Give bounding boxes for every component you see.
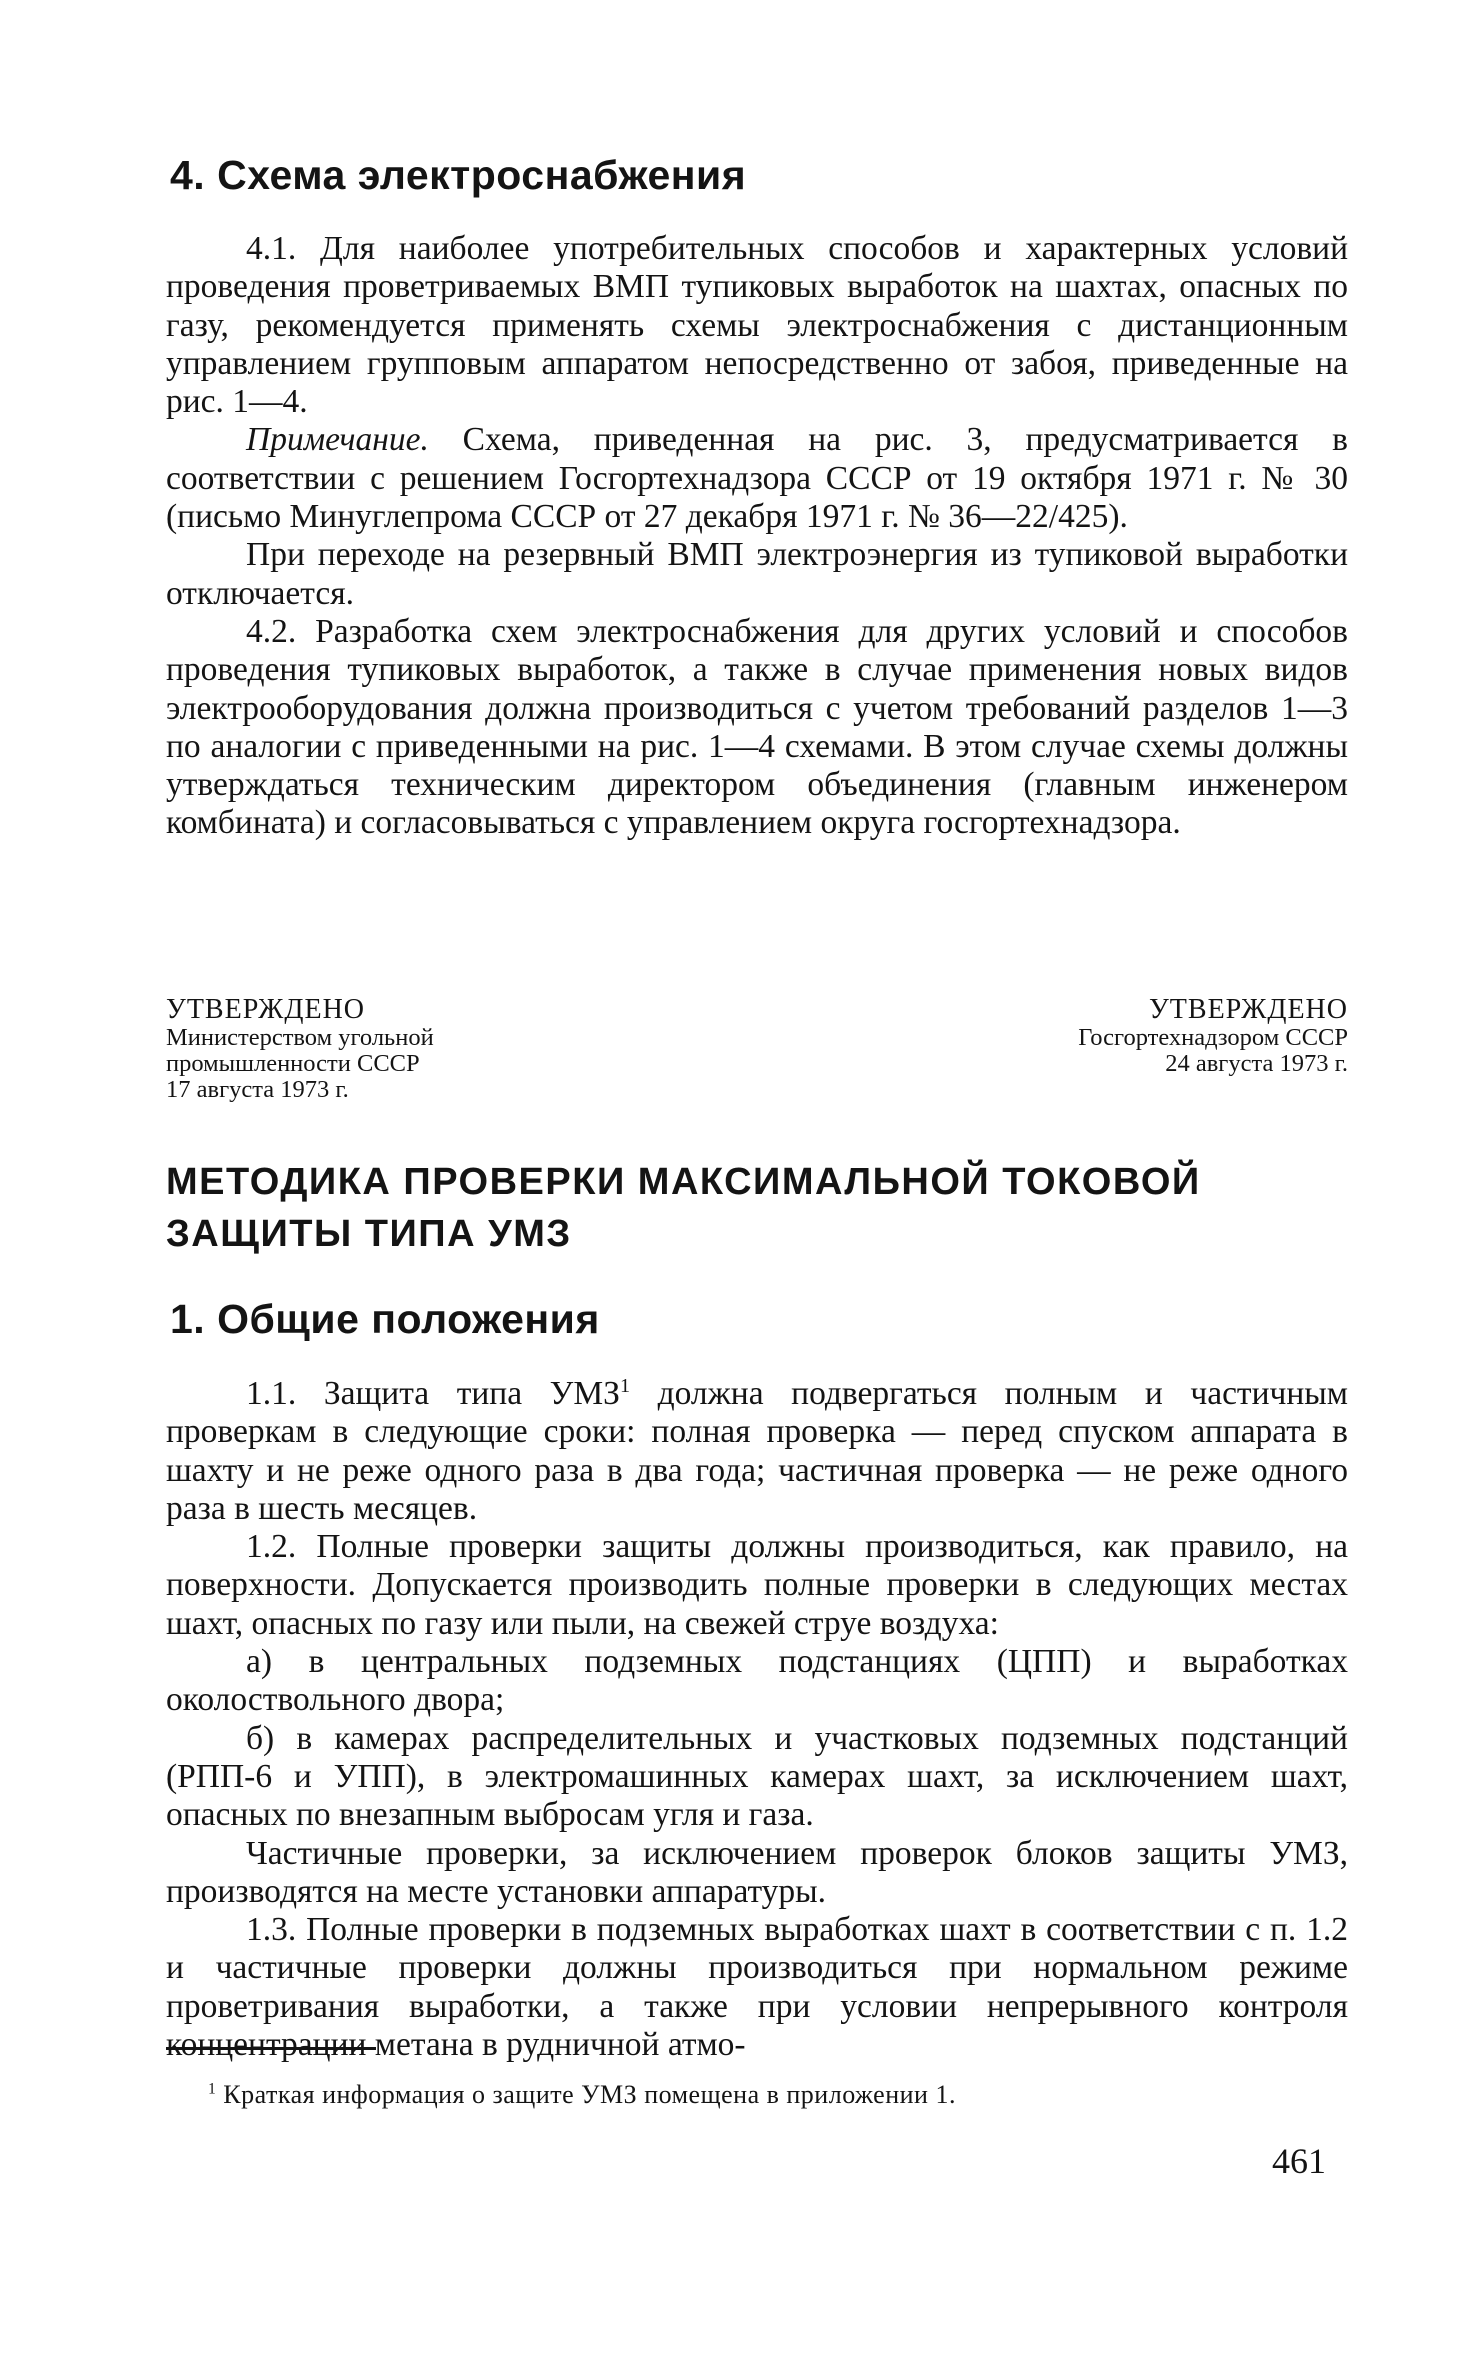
approval-block-ministry (166, 995, 434, 1103)
note-paragraph (166, 421, 1348, 536)
note-label: Примечание. (246, 421, 429, 459)
footnote (208, 2080, 956, 2110)
section-1-body (166, 1375, 1348, 2064)
approval-date: 24 августа 1973 г. (1165, 1050, 1348, 1077)
list-item-a: а) в центральных подземных подстанциях (ЦПП) и выработках околоствольного двора; (166, 1643, 1348, 1719)
document-title-line: ЗАЩИТЫ ТИПА УМЗ (166, 1213, 572, 1255)
section-4-heading: 4. Схема электроснабжения (170, 152, 747, 198)
section-1-heading: 1. Общие положения (170, 1296, 600, 1342)
footnote-divider (166, 2047, 376, 2050)
paragraph-reserve-fan: При переходе на резервный ВМП электроэнергия из тупиковой выработки отключается. (166, 536, 1348, 612)
paragraph-1-3: 1.3. Полные проверки в подземных выработках шахт в соответствии с п. 1.2 и частичные проверки должны производиться при нормальном режиме проветривания выработки, а также при условии непрерывного контроля концентрации метана в рудничной атмо- (166, 1911, 1348, 2064)
paragraph-1-2: 1.2. Полные проверки защиты должны производиться, как правило, на поверхности. Допускается производить полные проверки в следующих местах шахт, опасных по газу или пыли, на свежей струе воздуха: (166, 1528, 1348, 1642)
approval-date: 17 августа 1973 г. (166, 1076, 349, 1103)
footnote-ref: 1 (619, 1374, 630, 1397)
footnote-text: Краткая информация о защите УМЗ помещена в приложении 1. (216, 2080, 956, 2109)
approval-line: Министерством угольной (166, 1024, 434, 1051)
approval-heading: УТВЕРЖДЕНО (1148, 994, 1348, 1025)
paragraph-4-2: 4.2. Разработка схем электроснабжения для других условий и способов проведения тупиковых выработок, а также в случае применения новых видов электрооборудования должна производиться с учетом требований разделов 1—3 по аналогии с приведенными на рис. 1—4 схемами. В этом случае схемы должны утверждаться техническим директором объединения (главным инженером комбината) и согласовываться с управлением округа госгортехнадзора. (166, 612, 1348, 842)
paragraph-partial-checks: Частичные проверки, за исключением проверок блоков защиты УМЗ, производятся на месте установки аппаратуры. (166, 1834, 1348, 1910)
list-item-b: б) в камерах распределительных и участковых подземных подстанций (РПП-6 и УПП), в электромашинных камерах шахт, за исключением шахт, опасных по внезапным выбросам угля и газа. (166, 1719, 1348, 1834)
page-number: 461 (1272, 2141, 1326, 2181)
approval-heading: УТВЕРЖДЕНО (166, 994, 366, 1025)
paragraph-1-1: 1.1. Защита типа УМЗ$^1$ должна подвергаться полным и частичным проверкам в следующие сроки: полная проверка — перед спуском аппарата в шахту и не реже одного раза в два года; частичная проверка — не реже одного раза в шесть месяцев. (166, 1374, 1348, 1527)
note-text: Схема, приведенная на рис. 3, предусматривается в соответствии с решением Госгортехнадзора СССР от 19 октября 1971 г. № 30 (письмо Минуглепрома СССР от 27 декабря 1971 г. № 36—22/425). (166, 421, 1348, 536)
section-4-body (166, 230, 1348, 843)
paragraph-4-1: 4.1. Для наиболее употребительных способов и характерных условий проведения проветриваемых ВМП тупиковых выработок на шахтах, опасных по газу, рекомендуется применять схемы электроснабжения с дистанционным управлением групповым аппаратом непосредственно от забоя, приведенные на рис. 1—4. (166, 230, 1348, 421)
approval-line: промышленности СССР (166, 1050, 420, 1077)
footnote-mark: 1 (208, 2080, 217, 2098)
document-title (166, 1156, 1201, 1260)
document-title-line: МЕТОДИКА ПРОВЕРКИ МАКСИМАЛЬНОЙ ТОКОВОЙ (166, 1161, 1201, 1203)
approval-block-gosgortekhnadzor (1078, 995, 1348, 1077)
approval-line: Госгортехнадзором СССР (1078, 1024, 1348, 1051)
